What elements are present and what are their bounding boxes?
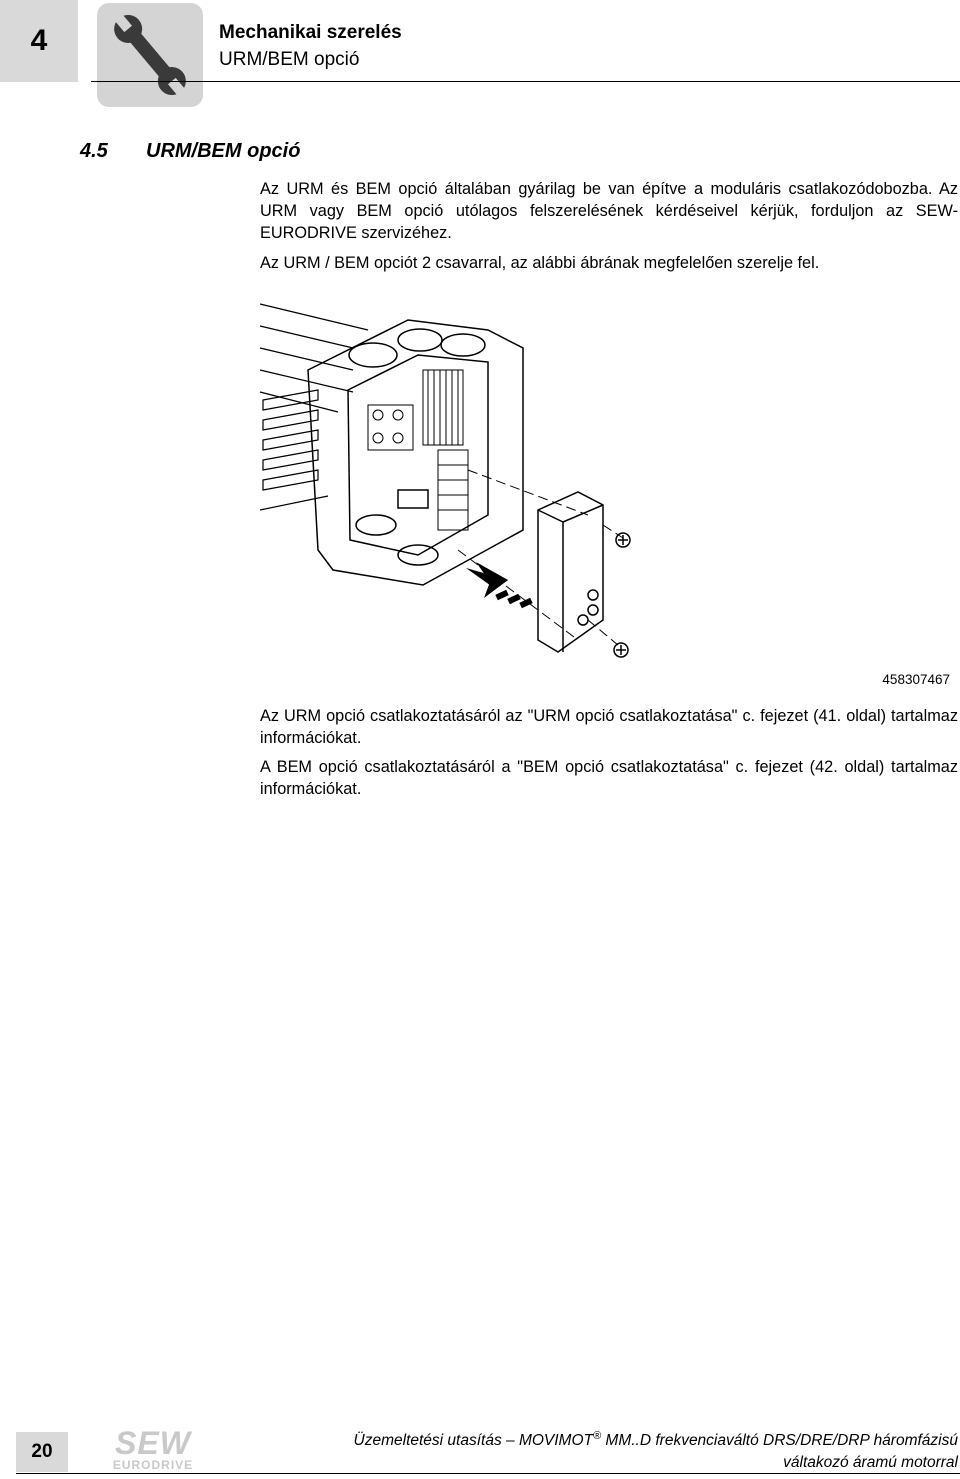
document-title-part2: MM..D frekvenciaváltó DRS/DRE/DRP háromfázisú xyxy=(601,1432,958,1450)
paragraph-urm-reference: Az URM opció csatlakoztatásáról az "URM opció csatlakoztatása" c. fejezet (41. oldal) tartalmaz információkat. xyxy=(260,707,958,747)
section-heading xyxy=(80,140,300,163)
document-title-line2: váltakozó áramú motorral xyxy=(783,1454,958,1472)
figure-id: 458307467 xyxy=(882,672,950,687)
chapter-number: 4 xyxy=(30,24,48,57)
section-number: 4.5 xyxy=(80,140,108,162)
option-module xyxy=(538,492,603,652)
section-title: URM/BEM opció xyxy=(146,140,301,162)
header-divider xyxy=(91,81,960,82)
footer-divider xyxy=(16,1473,960,1474)
document-title-line1 xyxy=(354,1425,958,1452)
mounting-figure xyxy=(258,300,958,670)
screws xyxy=(614,533,630,657)
registered-mark: ® xyxy=(593,1430,602,1442)
sew-logo xyxy=(100,1425,206,1478)
paragraph-intro: Az URM és BEM opció általában gyárilag be van építve a moduláris csatlakozódobozba. Az URM vagy BEM opció utólagos felszerelésének kérdéseivel kérjük, forduljon az SEW-EURODRIVE szervizéhez. xyxy=(260,180,958,242)
document-title xyxy=(354,1425,958,1474)
wrench-icon xyxy=(97,3,203,107)
page-header-title: Mechanikai szerelés xyxy=(219,22,402,43)
insertion-arrow xyxy=(466,562,533,608)
document-title-part1: Üzemeltetési utasítás – MOVIMOT xyxy=(353,1432,593,1450)
paragraph-bem-reference: A BEM opció csatlakoztatásáról a "BEM opció csatlakoztatása" c. fejezet (42. oldal) tartalmaz információkat. xyxy=(260,758,958,798)
junction-box xyxy=(308,320,523,585)
page-number-text: 20 xyxy=(31,1441,53,1462)
logo-sew: SEW xyxy=(115,1425,191,1461)
paragraph-mounting: Az URM / BEM opciót 2 csavarral, az alábbi ábrának megfelelően szerelje fel. xyxy=(260,254,820,272)
page-number xyxy=(16,1432,68,1472)
chapter-tab xyxy=(0,0,78,82)
page-header-subtitle: URM/BEM opció xyxy=(219,49,360,70)
logo-eurodrive: EURODRIVE xyxy=(112,1458,194,1472)
